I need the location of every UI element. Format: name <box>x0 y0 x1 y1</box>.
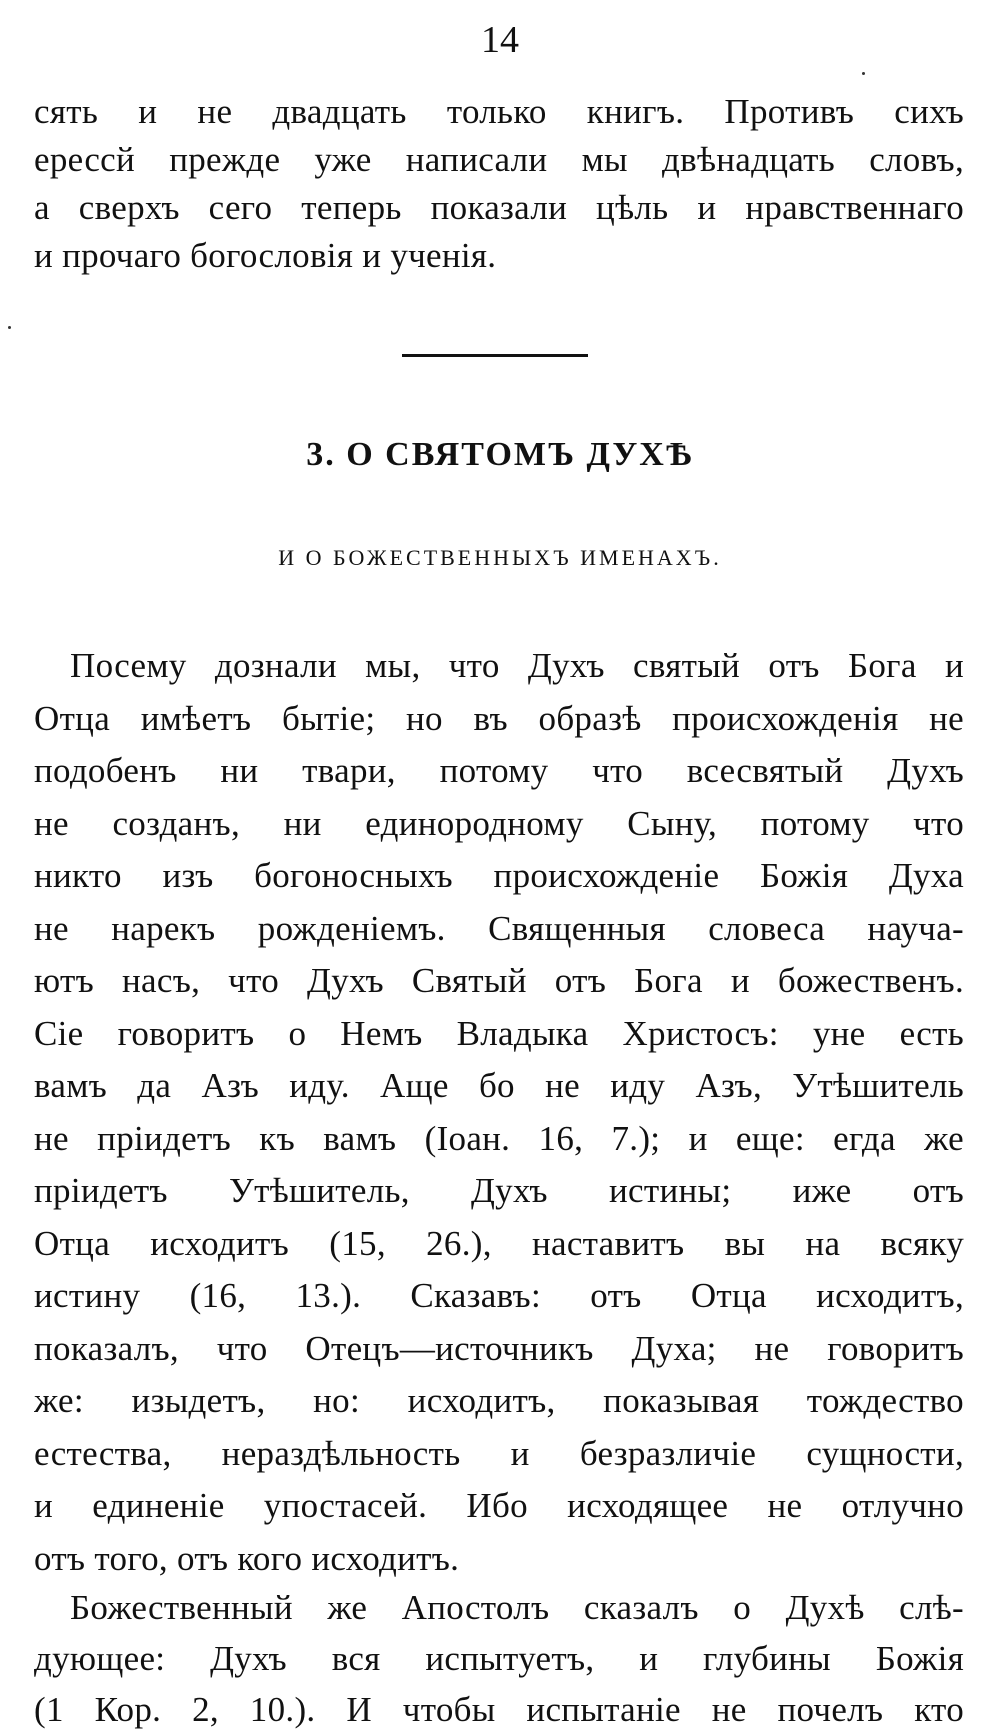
text-line: же: изыдетъ, но: исходитъ, показывая тождество <box>34 1381 964 1420</box>
text-line: не созданъ, ни единородному Сыну, потому что <box>34 803 964 843</box>
text-line: сять и не двадцать только книгъ. Противъ сихъ <box>34 92 964 131</box>
text-line: показалъ, что Отецъ—источникъ Духа; не говоритъ <box>34 1328 964 1368</box>
section-title: 3. О СВЯТОМЪ ДУХѢ <box>306 436 694 473</box>
text-line: пріидетъ Утѣшитель, Духъ истины; иже отъ <box>34 1171 964 1210</box>
page-number: 14 <box>481 19 519 61</box>
text-line: дующее: Духъ вся испытуетъ, и глубины Божія <box>34 1639 964 1678</box>
text-line: истину (16, 13.). Сказавъ: отъ Отца исходитъ, <box>34 1276 964 1315</box>
text-line: и прочаго богословія и ученія. <box>34 236 497 275</box>
text-line: Посему дознали мы, что Духъ святый отъ Бога и <box>70 646 964 685</box>
text-line: ютъ насъ, что Духъ Святый отъ Бога и божественъ. <box>34 961 964 1000</box>
second-paragraph <box>34 1582 964 1735</box>
text-line: а сверхъ сего теперь показали цѣль и нравственнаго <box>34 188 964 227</box>
text-line: Сіе говоритъ о Немъ Владыка Христосъ: уне есть <box>34 1013 964 1053</box>
text-line: не пріидетъ къ вамъ (Іоан. 16, 7.); и еще: егда же <box>34 1118 964 1158</box>
text-line: и единеніе упостасей. Ибо исходящее не отлучно <box>34 1486 964 1525</box>
text-line: естества, нераздѣльность и безразличіе сущности, <box>34 1433 964 1473</box>
text-line: Отца имѣетъ бытіе; но въ образѣ происхожденія не <box>34 698 964 738</box>
main-paragraph <box>34 640 964 1585</box>
top-paragraph <box>34 88 964 280</box>
text-line: Отца исходитъ (15, 26.), наставитъ вы на всяку <box>34 1223 964 1263</box>
print-speck <box>862 72 865 75</box>
text-line: Божественный же Апостолъ сказалъ о Духѣ слѣ- <box>70 1588 964 1627</box>
text-line: ерессй прежде уже написали мы двѣнадцать словъ, <box>34 140 964 179</box>
text-line: подобенъ ни твари, потому что всесвятый Духъ <box>34 751 964 790</box>
text-line: (1 Кор. 2, 10.). И чтобы испытаніе не почелъ кто <box>34 1690 964 1729</box>
section-divider <box>402 354 588 357</box>
text-line: вамъ да Азъ иду. Аще бо не иду Азъ, Утѣшитель <box>34 1066 964 1105</box>
text-line: никто изъ богоносныхъ происхожденіе Божія Духа <box>34 856 964 895</box>
text-line: отъ того, отъ кого исходитъ. <box>34 1538 460 1578</box>
text-line: не нарекъ рожденіемъ. Священныя словеса науча- <box>34 908 964 948</box>
print-speck <box>8 326 11 329</box>
section-subtitle: И О БОЖЕСТВЕННЫХЪ ИМЕНАХЪ. <box>278 545 722 570</box>
